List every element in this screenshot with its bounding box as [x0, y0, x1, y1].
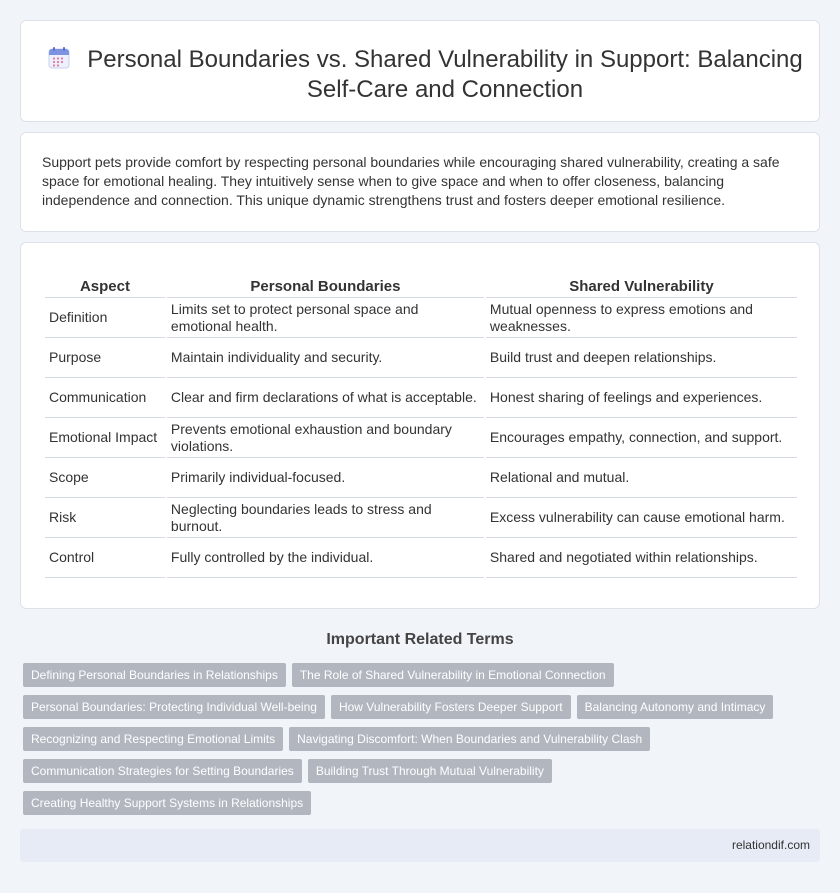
table-cell-aspect: Scope	[45, 458, 165, 498]
table-row	[45, 418, 797, 458]
related-term-tag[interactable]: Navigating Discomfort: When Boundaries and Vulnerability Clash	[289, 727, 650, 751]
table-row	[45, 338, 797, 378]
related-term-tag[interactable]: Communication Strategies for Setting Boundaries	[23, 759, 302, 783]
comparison-table-card	[20, 242, 820, 609]
tag-row	[23, 759, 813, 791]
related-term-tag[interactable]: Defining Personal Boundaries in Relationships	[23, 663, 286, 687]
table-row	[45, 498, 797, 538]
table-cell: Build trust and deepen relationships.	[486, 338, 797, 378]
header-card	[20, 20, 820, 122]
related-terms-list	[23, 663, 813, 823]
table-cell: Shared and negotiated within relationships.	[486, 538, 797, 578]
table-header-row	[45, 275, 797, 298]
footer-site-link[interactable]: relationdif.com	[731, 838, 810, 852]
table-cell: Maintain individuality and security.	[167, 338, 484, 378]
table-row	[45, 298, 797, 338]
related-terms-heading: Important Related Terms	[326, 631, 514, 648]
tag-row	[23, 791, 813, 823]
table-cell-aspect: Emotional Impact	[45, 418, 165, 458]
table-cell-aspect: Definition	[45, 298, 165, 338]
table-cell: Clear and firm declarations of what is acceptable.	[167, 378, 484, 418]
column-header-aspect: Aspect	[45, 275, 165, 298]
table-row	[45, 538, 797, 578]
column-header-personal-boundaries: Personal Boundaries	[167, 275, 484, 298]
calendar-icon	[48, 47, 70, 69]
related-term-tag[interactable]: Building Trust Through Mutual Vulnerability	[308, 759, 552, 783]
table-row	[45, 378, 797, 418]
intro-card	[20, 132, 820, 232]
table-cell: Primarily individual-focused.	[167, 458, 484, 498]
table-cell-aspect: Purpose	[45, 338, 165, 378]
table-cell-aspect: Risk	[45, 498, 165, 538]
table-cell: Neglecting boundaries leads to stress and burnout.	[167, 498, 484, 538]
table-cell: Mutual openness to express emotions and weaknesses.	[486, 298, 797, 338]
table-cell: Excess vulnerability can cause emotional harm.	[486, 498, 797, 538]
column-header-shared-vulnerability: Shared Vulnerability	[486, 275, 797, 298]
tag-row	[23, 663, 813, 695]
footer	[20, 829, 820, 862]
table-cell: Honest sharing of feelings and experiences.	[486, 378, 797, 418]
table-cell: Fully controlled by the individual.	[167, 538, 484, 578]
intro-paragraph: Support pets provide comfort by respecting personal boundaries while encouraging shared vulnerability, creating a safe space for emotional healing. They intuitively sense when to give space and when to offer closeness, balancing independence and connection. This unique dynamic strengthens trust and fosters deeper emotional resilience.	[42, 154, 780, 208]
table-cell: Relational and mutual.	[486, 458, 797, 498]
table-cell-aspect: Communication	[45, 378, 165, 418]
related-term-tag[interactable]: How Vulnerability Fosters Deeper Support	[331, 695, 571, 719]
related-term-tag[interactable]: Recognizing and Respecting Emotional Limits	[23, 727, 283, 751]
table-row	[45, 458, 797, 498]
tag-row	[23, 727, 813, 759]
table-cell-aspect: Control	[45, 538, 165, 578]
table-cell: Encourages empathy, connection, and support.	[486, 418, 797, 458]
related-term-tag[interactable]: Personal Boundaries: Protecting Individual Well-being	[23, 695, 325, 719]
table-cell: Prevents emotional exhaustion and boundary violations.	[167, 418, 484, 458]
tag-row	[23, 695, 813, 727]
related-term-tag[interactable]: Balancing Autonomy and Intimacy	[577, 695, 774, 719]
related-term-tag[interactable]: The Role of Shared Vulnerability in Emotional Connection	[292, 663, 614, 687]
related-term-tag[interactable]: Creating Healthy Support Systems in Relationships	[23, 791, 311, 815]
page-title: Personal Boundaries vs. Shared Vulnerability in Support: Balancing Self-Care and Connection	[87, 46, 803, 103]
table-cell: Limits set to protect personal space and emotional health.	[167, 298, 484, 338]
comparison-table	[43, 275, 799, 578]
